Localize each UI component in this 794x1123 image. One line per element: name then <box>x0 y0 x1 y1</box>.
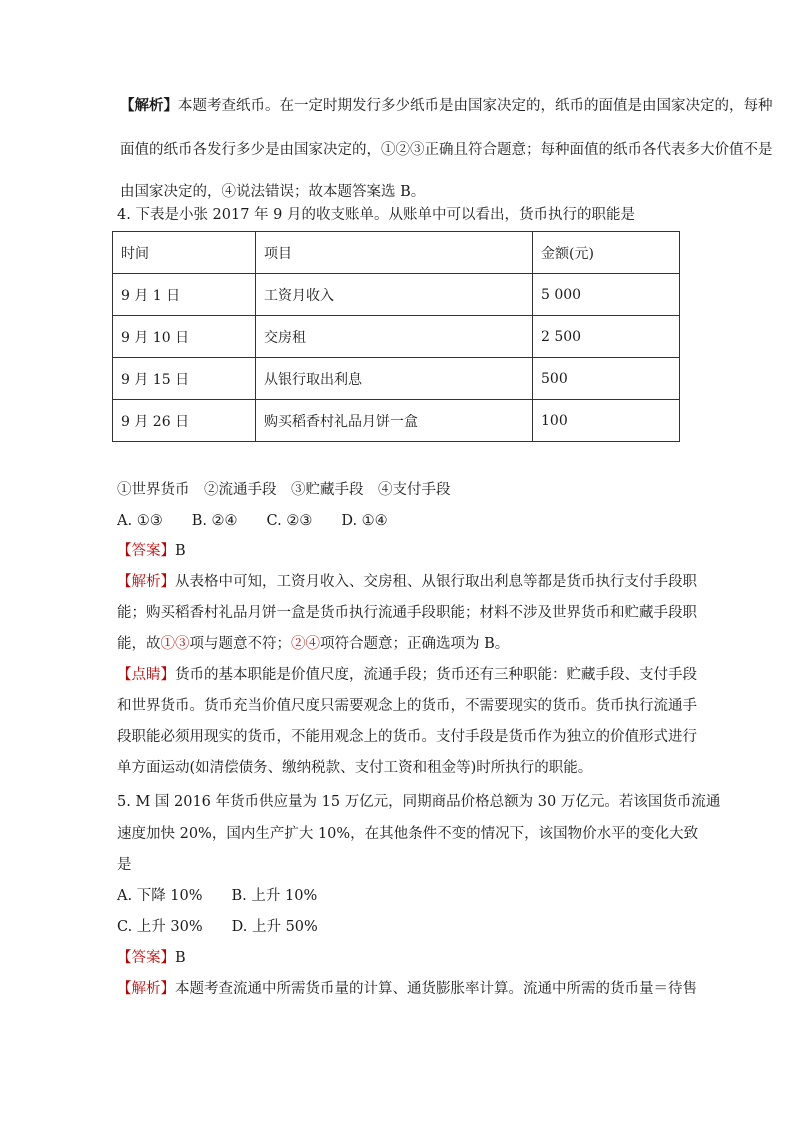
q3-analysis-line-2: 面值的纸币各发行多少是由国家决定的，①②③正确且符合题意；每种面值的纸币各代表多大价值不是 <box>120 142 773 158</box>
table-row <box>113 274 680 316</box>
q4-note-line-4: 单方面运动(如清偿债务、缴纳税款、支付工资和租金等)时所执行的职能。 <box>117 760 593 776</box>
table-row <box>113 316 680 358</box>
analysis-tag: 【解析】 <box>120 97 178 114</box>
q5-stem-line-3: 是 <box>117 857 132 873</box>
answer-tag: 【答案】 <box>117 543 175 559</box>
answer-tag: 【答案】 <box>117 950 175 966</box>
table-cell: 交房租 <box>256 316 533 358</box>
q5-choices-line-2: C. 上升 30% D. 上升 50% <box>117 919 318 935</box>
q4-stem: 4. 下表是小张 2017 年 9 月的收支账单。从账单中可以看出，货币执行的职能是 <box>117 207 636 223</box>
analysis-tag: 【解析】 <box>117 981 175 997</box>
q5-stem-line-1: 5. M 国 2016 年货币供应量为 15 万亿元，同期商品价格总额为 30 万亿元。若该国货币流通 <box>117 794 721 810</box>
q4-analysis-line-1 <box>117 572 697 592</box>
note-tag: 【点睛】 <box>117 667 175 683</box>
table-row <box>113 358 680 400</box>
analysis-text: 从表格中可知，工资月收入、交房租、从银行取出利息等都是货币执行支付手段职 <box>175 574 697 590</box>
bill-table <box>112 231 680 442</box>
q4-choices: A. ①③ B. ②④ C. ②③ D. ①④ <box>117 513 388 529</box>
q4-answer <box>117 541 186 561</box>
answer-value: B <box>175 950 186 966</box>
analysis-highlight: ②④ <box>291 636 320 652</box>
table-cell: 9 月 26 日 <box>113 400 256 442</box>
table-header-row <box>113 232 680 274</box>
table-cell: 100 <box>533 400 680 442</box>
q3-analysis-line-3: 由国家决定的，④说法错误；故本题答案选 B。 <box>120 184 426 200</box>
table-cell: 5 000 <box>533 274 680 316</box>
table-header-cell: 项目 <box>256 232 533 274</box>
analysis-text: 本题考查纸币。在一定时期发行多少纸币是由国家决定的，纸币的面值是由国家决定的，每种 <box>178 98 773 114</box>
q4-options: ①世界货币 ②流通手段 ③贮藏手段 ④支付手段 <box>117 482 451 498</box>
q5-answer <box>117 948 186 968</box>
q4-analysis-line-3 <box>117 634 509 654</box>
table-row <box>113 400 680 442</box>
analysis-highlight: ①③ <box>160 636 190 652</box>
table-cell: 从银行取出利息 <box>256 358 533 400</box>
analysis-text: 项符合题意；正确选项为 B。 <box>320 636 510 652</box>
q3-analysis-line-1 <box>120 96 773 116</box>
answer-value: B <box>175 543 186 559</box>
analysis-text: 项与题意不符； <box>189 636 291 652</box>
q4-note-line-2: 和世界货币。货币充当价值尺度只需要观念上的货币，不需要现实的货币。货币执行流通手 <box>117 698 697 714</box>
analysis-tag: 【解析】 <box>117 574 175 590</box>
table-header-cell: 金额(元) <box>533 232 680 274</box>
q5-stem-line-2: 速度加快 20%，国内生产扩大 10%，在其他条件不变的情况下，该国物价水平的变化大致 <box>117 826 699 842</box>
q5-choices-line-1: A. 下降 10% B. 上升 10% <box>117 888 318 904</box>
table-header-cell: 时间 <box>113 232 256 274</box>
table-cell: 500 <box>533 358 680 400</box>
table-cell: 工资月收入 <box>256 274 533 316</box>
q4-note-line-1 <box>117 665 697 685</box>
analysis-text: 本题考查流通中所需货币量的计算、通货膨胀率计算。流通中所需的货币量＝待售 <box>175 981 697 997</box>
table-cell: 9 月 10 日 <box>113 316 256 358</box>
table-cell: 购买稻香村礼品月饼一盒 <box>256 400 533 442</box>
table-cell: 2 500 <box>533 316 680 358</box>
q4-analysis-line-2: 能；购买稻香村礼品月饼一盒是货币执行流通手段职能；材料不涉及世界货币和贮藏手段职 <box>117 605 697 621</box>
q4-note-line-3: 段职能必须用现实的货币，不能用观念上的货币。支付手段是货币作为独立的价值形式进行 <box>117 729 697 745</box>
analysis-text: 能，故 <box>117 636 161 652</box>
note-text: 货币的基本职能是价值尺度，流通手段；货币还有三种职能：贮藏手段、支付手段 <box>175 667 697 683</box>
table-cell: 9 月 15 日 <box>113 358 256 400</box>
table-cell: 9 月 1 日 <box>113 274 256 316</box>
q5-analysis-line-1 <box>117 979 697 999</box>
